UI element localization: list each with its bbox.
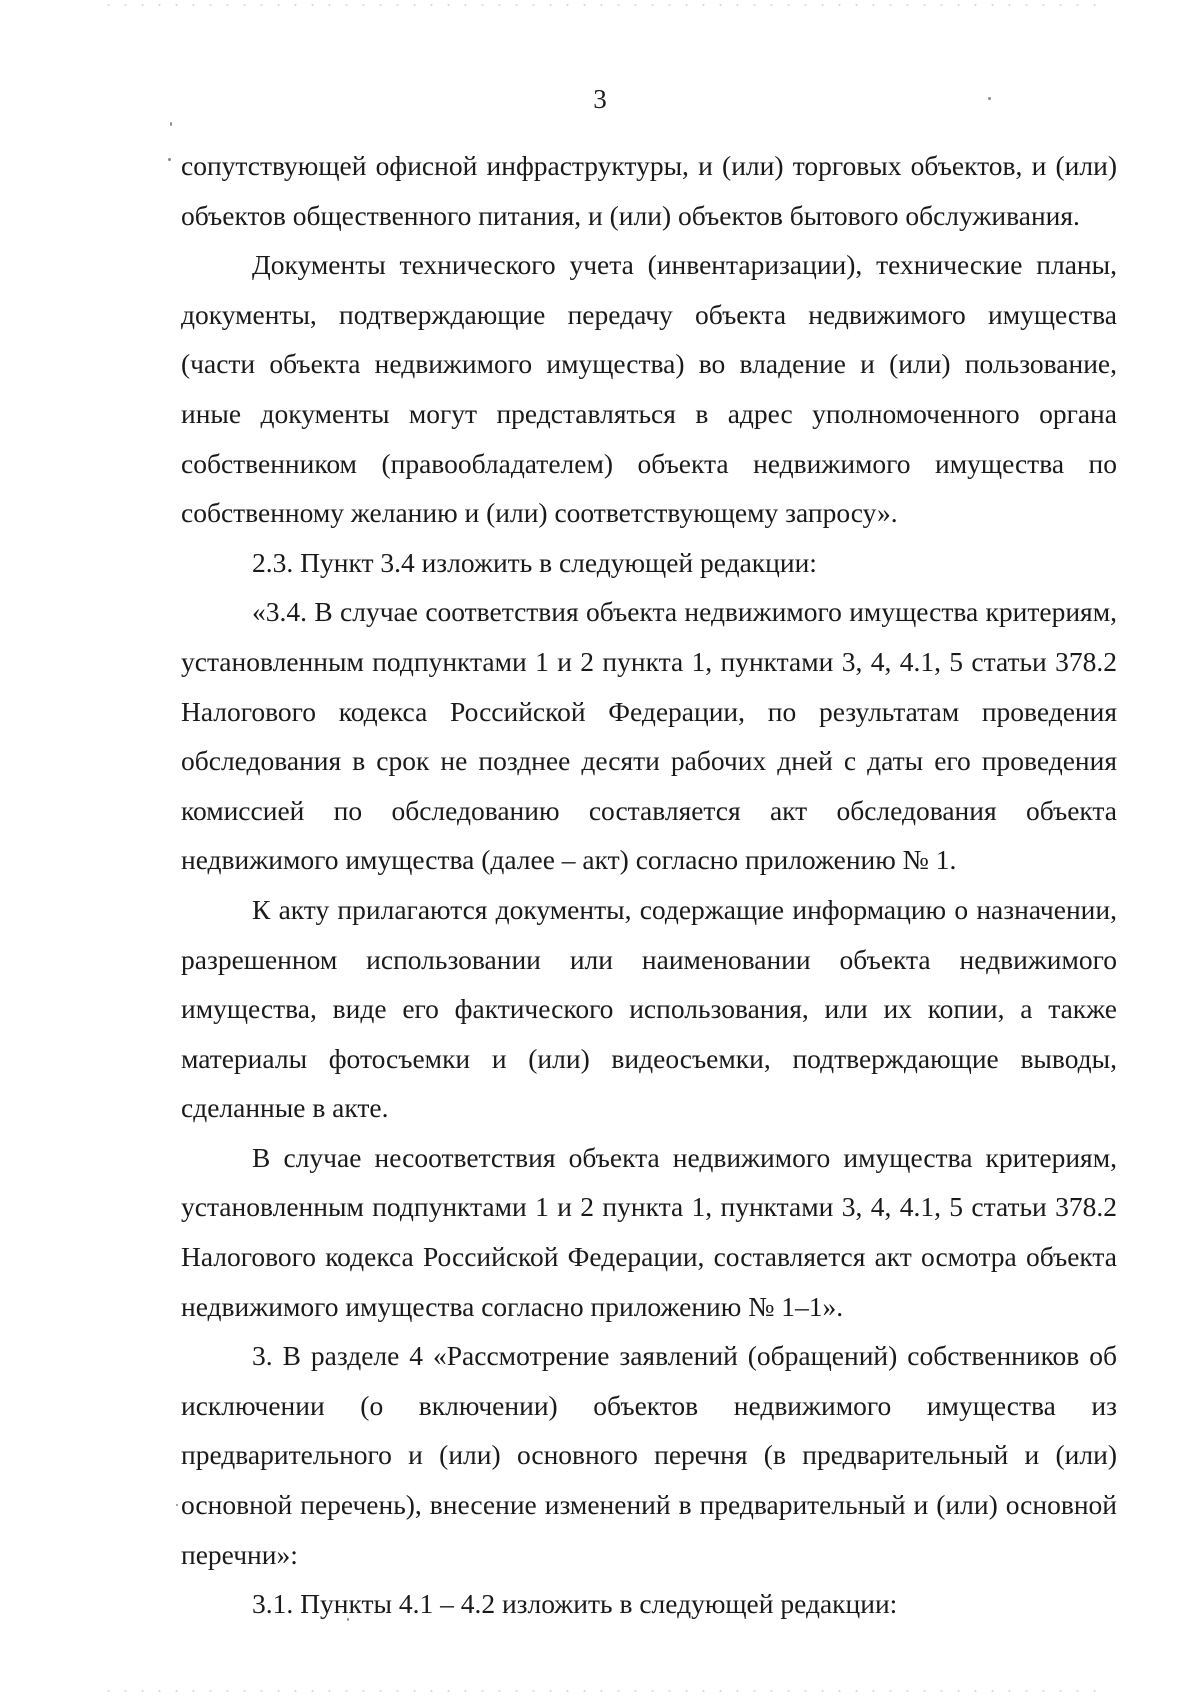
- paragraph: сопутствующей офисной инфраструктуры, и (или) торговых объектов, и (или) объектов общественного питания, и (или) объектов бытового обслуживания.: [181, 150, 1117, 231]
- paragraph: 3.1. Пункты 4.1 – 4.2 изложить в следующей редакции:: [252, 1588, 898, 1620]
- scan-noise-bottom: [100, 1690, 1100, 1692]
- paragraph: «3.4. В случае соответствия объекта недвижимого имущества критериям, установленным подпунктами 1 и 2 пункта 1, пунктами 3, 4, 4.1, 5 статьи 378.2 Налогового кодекса Российской Федерации, по результатам проведения обследования в срок не позднее десяти рабочих дней с даты его проведения комиссией по обследованию составляется акт обследования объекта недвижимого имущества (далее – акт) согласно приложению № 1.: [181, 596, 1117, 876]
- scan-speck: [168, 158, 171, 161]
- paragraph: К акту прилагаются документы, содержащие информацию о назначении, разрешенном использовании или наименовании объекта недвижимого имущества, виде его фактического использования, или их копии, а также материалы фотосъемки и (или) видеосъемки, подтверждающие выводы, сделанные в акте.: [181, 893, 1117, 1124]
- page-number: 3: [593, 84, 607, 114]
- scan-noise-top: [100, 4, 1100, 6]
- document-body: [181, 141, 1117, 1629]
- paragraph: Документы технического учета (инвентаризации), технические планы, документы, подтверждающие передачу объекта недвижимого имущества (части объекта недвижимого имущества) во владение и (или) пользование, иные документы могут представляться в адрес уполномоченного органа собственником (правообладателем) объекта недвижимого имущества по собственному желанию и (или) соответствующему запросу».: [181, 249, 1117, 529]
- paragraph: 3. В разделе 4 «Рассмотрение заявлений (обращений) собственников об исключении (о включении) объектов недвижимого имущества из предварительного и (или) основного перечня (в предварительный и (или) основной перечень), внесение изменений в предварительный и (или) основной перечни»:: [181, 1340, 1117, 1570]
- paragraph: 2.3. Пункт 3.4 изложить в следующей редакции:: [252, 546, 817, 578]
- scan-speck: [176, 1504, 178, 1506]
- scan-speck: [170, 122, 172, 126]
- paragraph: В случае несоответствия объекта недвижимого имущества критериям, установленным подпунктами 1 и 2 пункта 1, пунктами 3, 4, 4.1, 5 статьи 378.2 Налогового кодекса Российской Федерации, составляется акт осмотра объекта недвижимого имущества согласно приложению № 1–1».: [181, 1141, 1117, 1322]
